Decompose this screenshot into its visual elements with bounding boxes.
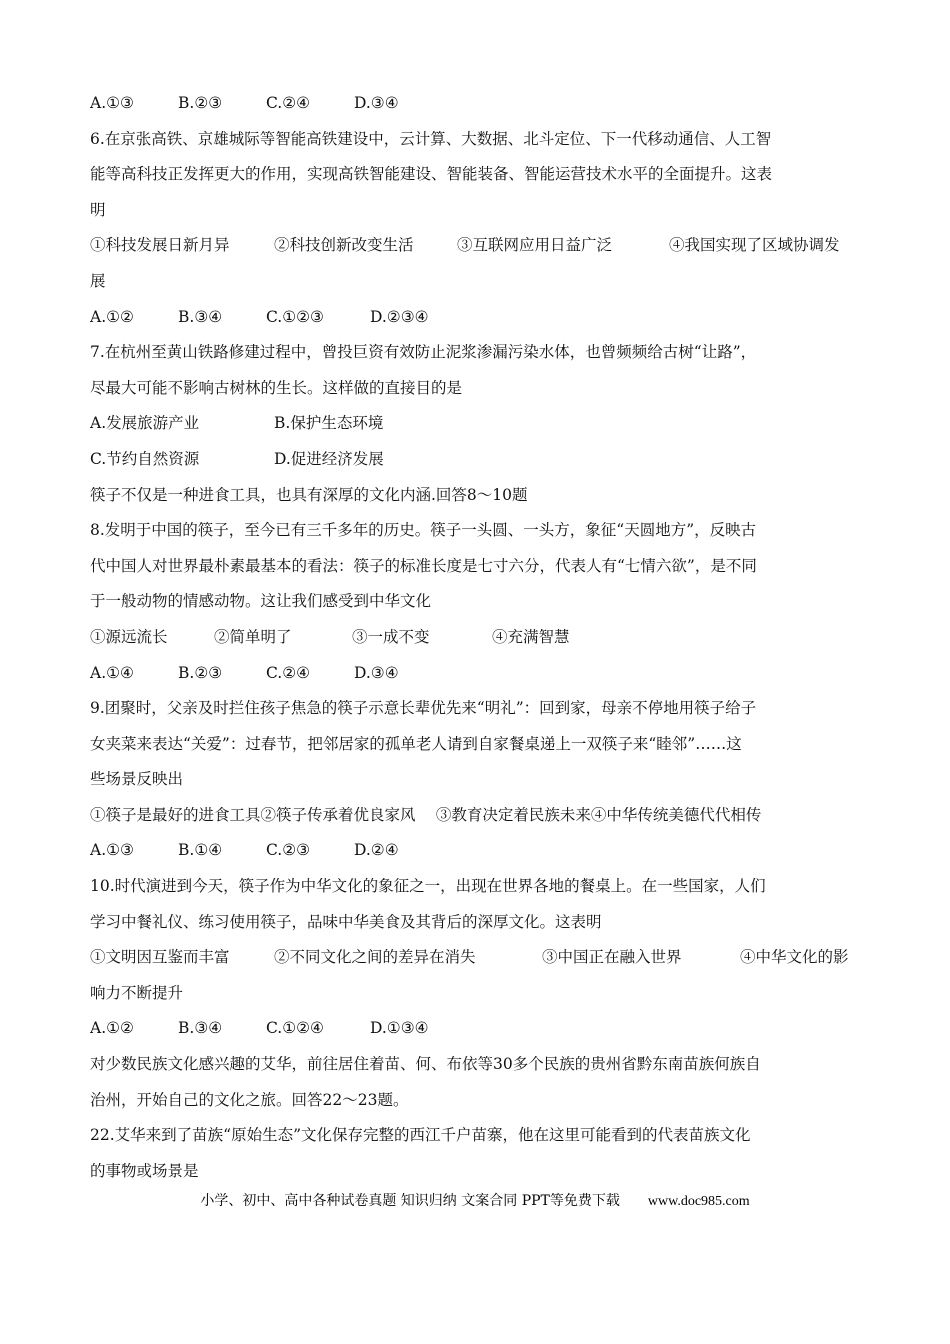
q6-stem-line-1: 6.在京张高铁、京雄城际等智能高铁建设中，云计算、大数据、北斗定位、下一代移动通信、人工智	[90, 129, 772, 148]
option-d: D.①③④	[370, 1019, 429, 1038]
statement-1: ①源远流长	[90, 627, 168, 646]
option-c: C.②④	[266, 663, 311, 682]
option-c: C.节约自然资源	[90, 449, 200, 468]
q7-options-row-2	[90, 442, 865, 478]
ethnic-culture-intro-line-2: 治州，开始自己的文化之旅。回答22～23题。	[90, 1090, 409, 1109]
option-a: A.①③	[90, 94, 134, 112]
q9-stem-line-2: 女夹菜来表达“关爱”：过春节，把邻居家的孤单老人请到自家餐桌递上一双筷子来“睦邻”……这	[90, 734, 742, 753]
option-c: C.①②④	[266, 1019, 324, 1038]
statement-4: ④中华文化的影	[740, 948, 849, 967]
statement-3: ③一成不变	[352, 627, 430, 646]
option-d: D.③④	[354, 94, 399, 112]
option-c: C.②④	[266, 94, 311, 112]
q8-stem-line-2: 代中国人对世界最朴素最基本的看法：筷子的标准长度是七寸六分，代表人有“七情六欲”，是不同	[90, 556, 757, 575]
q9-statements: ①筷子是最好的进食工具②筷子传承着优良家风 ③教育决定着民族未来④中华传统美德代代相传	[90, 805, 762, 824]
option-b: B.②③	[178, 94, 223, 112]
q8-stem-line-3: 于一般动物的情感动物。这让我们感受到中华文化	[90, 592, 432, 611]
chopsticks-intro: 筷子不仅是一种进食工具，也具有深厚的文化内涵.回答8～10题	[90, 485, 528, 504]
q8-statements	[90, 620, 865, 656]
footer-text: 小学、初中、高中各种试卷真题 知识归纳 文案合同 PPT等免费下载	[200, 1193, 620, 1209]
statement-4: ④我国实现了区域协调发	[669, 236, 840, 255]
statement-3: ③互联网应用日益广泛	[457, 236, 613, 255]
option-b: B.③④	[178, 307, 223, 326]
option-a: A.①③	[90, 841, 134, 860]
q7-stem-line-2: 尽最大可能不影响古树林的生长。这样做的直接目的是	[90, 378, 463, 397]
option-c: C.①②③	[266, 307, 324, 326]
q10-statements	[90, 940, 865, 976]
q10-stem-line-1: 10.时代演进到今天，筷子作为中华文化的象征之一，出现在世界各地的餐桌上。在一些国家，人们	[90, 877, 766, 896]
option-b: B.②③	[178, 663, 223, 682]
q6-stem-line-2: 能等高科技正发挥更大的作用，实现高铁智能建设、智能装备、智能运营技术水平的全面提升。这表	[90, 165, 773, 184]
q6-statement-continuation: 展	[90, 271, 106, 290]
option-d: D.③④	[354, 663, 399, 682]
page-footer	[0, 1190, 950, 1213]
statement-2: ②不同文化之间的差异在消失	[274, 948, 476, 967]
q22-stem-line-1: 22.艾华来到了苗族“原始生态”文化保存完整的西江千户苗寨，他在这里可能看到的代表苗族文化	[90, 1126, 751, 1145]
option-d: D.②③④	[370, 307, 429, 326]
q10-stem-line-2: 学习中餐礼仪、练习使用筷子，品味中华美食及其背后的深厚文化。这表明	[90, 912, 602, 931]
option-c: C.②③	[266, 841, 311, 860]
q9-options	[90, 833, 865, 869]
ethnic-culture-intro-line-1: 对少数民族文化感兴趣的艾华，前往居住着苗、何、布依等30多个民族的贵州省黔东南苗族何族自	[90, 1055, 761, 1074]
q7-options-row-1	[90, 406, 865, 442]
statement-4: ④充满智慧	[492, 627, 570, 646]
option-a: A.①④	[90, 663, 134, 682]
q9-stem-line-1: 9.团聚时，父亲及时拦住孩子焦急的筷子示意长辈优先来“明礼”：回到家，母亲不停地用筷子给子	[90, 699, 757, 718]
q6-stem-line-3: 明	[90, 200, 106, 219]
q6-options	[90, 300, 865, 336]
statement-2: ②科技创新改变生活	[274, 236, 414, 255]
statement-1: ①科技发展日新月异	[90, 236, 230, 255]
option-b: B.③④	[178, 1019, 223, 1038]
option-a: A.①②	[90, 1019, 134, 1038]
statement-1: ①文明因互鉴而丰富	[90, 948, 230, 967]
q22-stem-line-2: 的事物或场景是	[90, 1161, 199, 1180]
q8-stem-line-1: 8.发明于中国的筷子，至今已有三千多年的历史。筷子一头圆、一头方，象征“天圆地方”，反映古	[90, 521, 757, 540]
option-b: B.①④	[178, 841, 223, 860]
q6-statements	[90, 228, 865, 264]
option-d: D.促进经济发展	[274, 449, 384, 468]
option-a: A.①②	[90, 307, 134, 326]
q7-stem-line-1: 7.在杭州至黄山铁路修建过程中，曾投巨资有效防止泥浆渗漏污染水体，也曾频频给古树“让路”，	[90, 343, 757, 362]
q9-stem-line-3: 些场景反映出	[90, 770, 184, 789]
footer-url[interactable]: www.doc985.com	[647, 1194, 750, 1209]
statement-3: ③中国正在融入世界	[542, 948, 682, 967]
q10-statement-continuation: 响力不断提升	[90, 983, 184, 1002]
q8-options	[90, 656, 865, 692]
option-a: A.发展旅游产业	[90, 414, 200, 433]
exam-page	[90, 86, 865, 1189]
option-b: B.保护生态环境	[274, 414, 384, 433]
option-d: D.②④	[354, 841, 399, 860]
statement-2: ②简单明了	[214, 627, 292, 646]
q5-options	[90, 86, 865, 122]
q10-options	[90, 1011, 865, 1047]
